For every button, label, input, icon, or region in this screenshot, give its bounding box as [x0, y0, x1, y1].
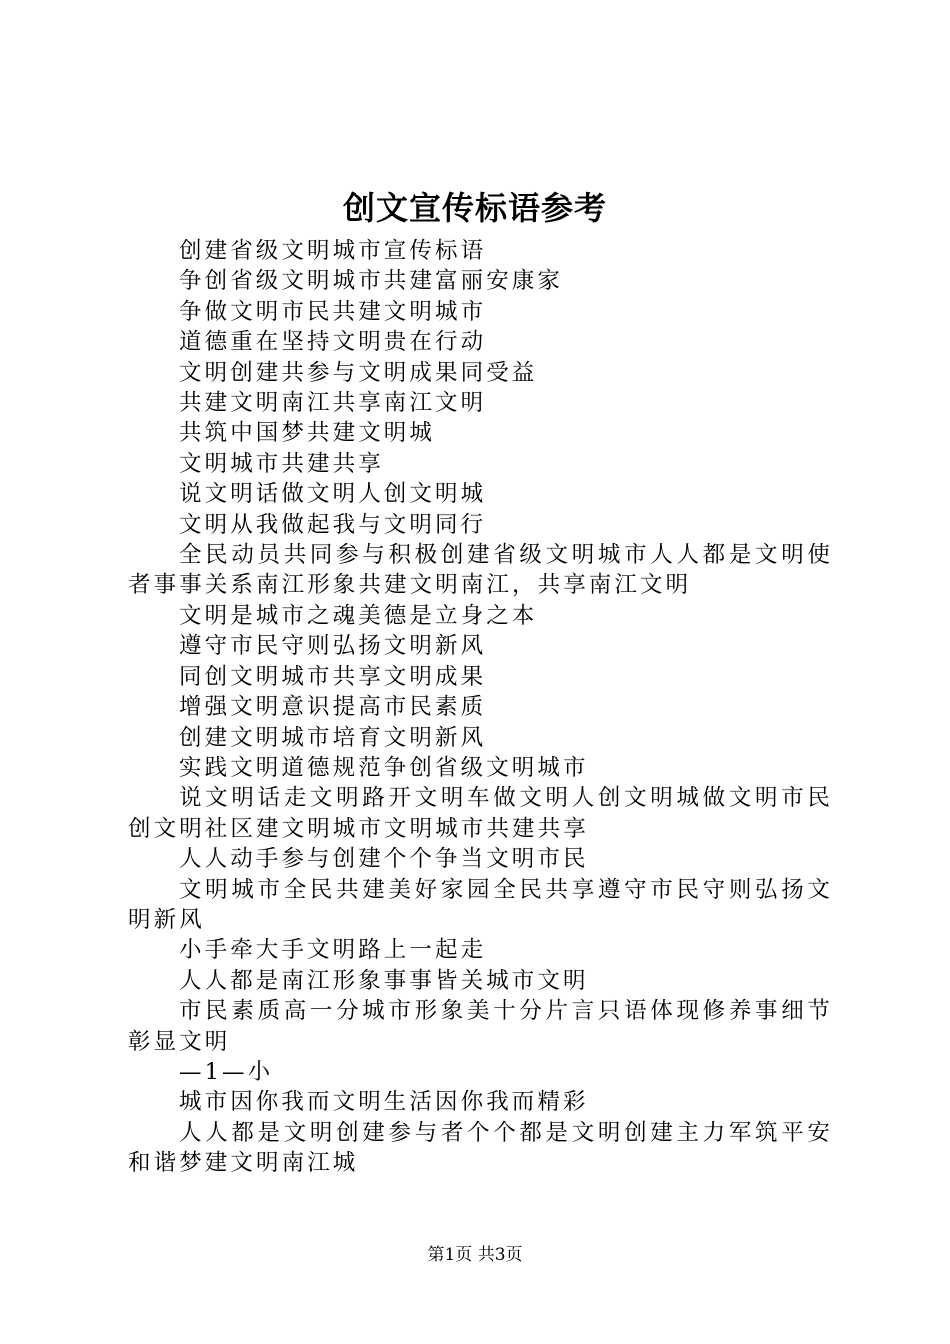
slogan-paragraph: 实践文明道德规范争创省级文明城市	[179, 754, 589, 781]
slogan-paragraph: 全民动员共同参与积极创建省级文明城市人人都是文明使者事事关系南江形象共建文明南江，共享南江文明	[128, 542, 833, 599]
slogan-paragraph: 文明城市共建共享	[179, 450, 384, 477]
slogan-paragraph: 文明从我做起我与文明同行	[179, 511, 487, 538]
slogan-paragraph: 人人都是南江形象事事皆关城市文明	[179, 967, 589, 994]
slogan-paragraph: 市民素质高一分城市形象美十分片言只语体现修养事细节彰显文明	[128, 998, 833, 1055]
slogan-paragraph: 文明城市全民共建美好家园全民共享遵守市民守则弘扬文明新风	[128, 876, 833, 933]
slogan-paragraph: 共建文明南江共享南江文明	[179, 390, 487, 417]
slogan-paragraph: 文明是城市之魂美德是立身之本	[179, 602, 538, 629]
slogan-paragraph: 道德重在坚持文明贵在行动	[179, 329, 487, 356]
slogan-paragraph: 人人都是文明创建参与者个个都是文明创建主力军筑平安和谐梦建文明南江城	[128, 1119, 833, 1177]
slogan-paragraph: 共筑中国梦共建文明城	[179, 420, 436, 447]
slogan-paragraph: 遵守市民守则弘扬文明新风	[179, 633, 487, 660]
slogan-paragraph: 争创省级文明城市共建富丽安康家	[179, 268, 564, 295]
slogan-paragraph: 小手牵大手文明路上一起走	[179, 937, 487, 964]
page-number-marker: —1—小	[179, 1058, 274, 1085]
slogan-paragraph: 增强文明意识提高市民素质	[179, 694, 487, 721]
slogan-paragraph: 创建省级文明城市宣传标语	[179, 238, 487, 264]
document-body	[128, 236, 833, 1179]
slogan-paragraph: 创建文明城市培育文明新风	[179, 724, 487, 751]
slogan-paragraph: 说文明话做文明人创文明城	[179, 481, 487, 508]
page-footer: 第1页 共3页	[427, 1245, 523, 1265]
slogan-paragraph: 争做文明市民共建文明城市	[179, 298, 487, 325]
slogan-paragraph: 文明创建共参与文明成果同受益	[179, 359, 538, 386]
slogan-paragraph: 说文明话走文明路开文明车做文明人创文明城做文明市民创文明社区建文明城市文明城市共建共享	[128, 785, 833, 842]
slogan-paragraph: 城市因你我而文明生活因你我而精彩	[179, 1089, 589, 1116]
slogan-paragraph: 同创文明城市共享文明成果	[179, 663, 487, 690]
slogan-paragraph: 人人动手参与创建个个争当文明市民	[179, 846, 589, 873]
document-title: 创文宣传标语参考	[342, 189, 607, 227]
